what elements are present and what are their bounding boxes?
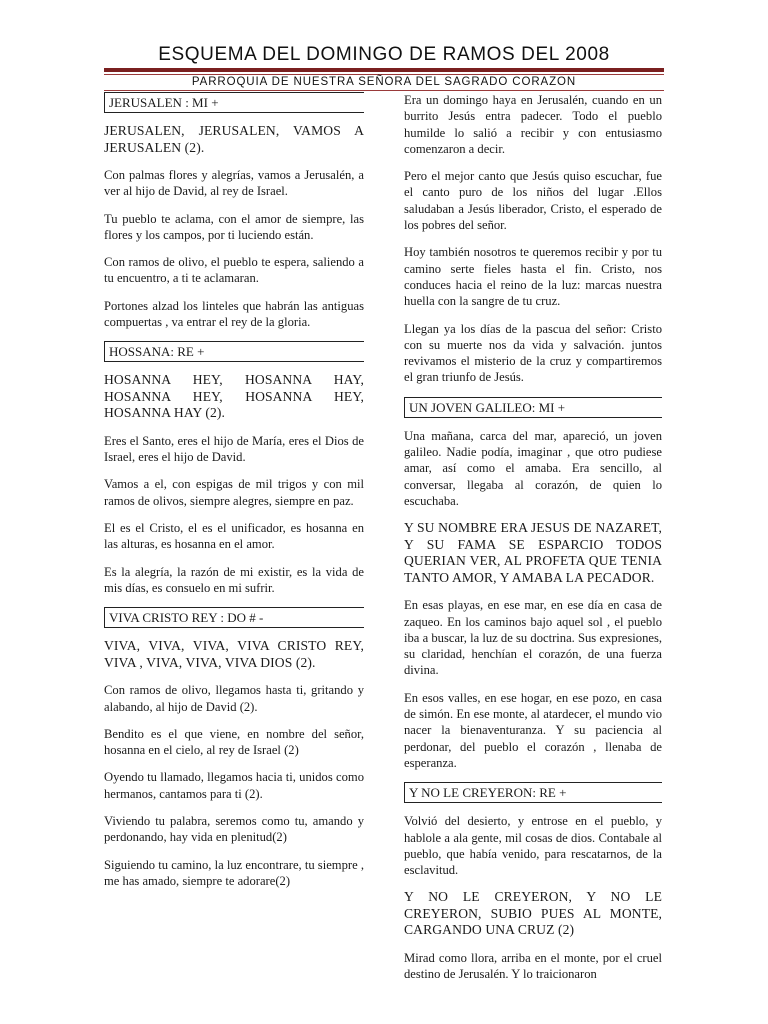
song-verse: Eres el Santo, eres el hijo de María, eres el Dios de Israel, eres el hijo de David. <box>104 433 364 465</box>
song-verse: Pero el mejor canto que Jesús quiso escuchar, fue el canto puro de los niños del lugar .Ellos saludaban a Jesús liberador, Cristo, el esperado de los pobres del señor. <box>404 169 662 233</box>
song-verse: Con palmas flores y alegrías, vamos a Jerusalén, a ver al hijo de David, al rey de Israel. <box>104 168 364 199</box>
song-chorus: JERUSALEN, JERUSALEN, VAMOS A JERUSALEN (2). <box>104 123 364 155</box>
song-label-no-le-creyeron: Y NO LE CREYERON: RE + <box>404 782 662 803</box>
song-chorus: HOSANNA HEY, HOSANNA HAY, HOSANNA HEY, HOSANNA HEY, HOSANNA HAY (2). <box>104 372 364 421</box>
song-verse: Siguiendo tu camino, la luz encontrare, tu siempre , me has amado, siempre te adorare(2) <box>104 857 364 888</box>
song-verse: Hoy también nosotros te queremos recibir y por tu camino serte fieles hasta el fin. Cristo, nos conduces hacia el reino de la luz: marcas nuestra huella con la sangre de tu cruz. <box>404 245 662 309</box>
song-verse: Viviendo tu palabra, seremos como tu, amando y perdonando, hay vida en plenitud(2) <box>104 814 364 845</box>
right-column <box>404 92 662 1024</box>
page-title: ESQUEMA DEL DOMINGO DE RAMOS DEL 2008 <box>158 44 610 65</box>
header-rule-thick <box>104 68 664 72</box>
song-label-jerusalen: JERUSALEN : MI + <box>104 92 364 113</box>
song-chorus: Y SU NOMBRE ERA JESUS DE NAZARET, Y SU FAMA SE ESPARCIO TODOS QUERIAN VER, AL PROFETA QUE TENIA TANTO AMOR, Y AMABA LA PECADOR. <box>404 520 662 585</box>
song-verse: Mirad como llora, arriba en el monte, por el cruel destino de Jerusalén. Y lo traicionaron <box>404 950 662 982</box>
song-verse: Portones alzad los linteles que habrán las antiguas compuertas , va entrar el rey de la gloria. <box>104 298 364 330</box>
song-verse: Con ramos de olivo, el pueblo te espera, saliendo a tu encuentro, a ti te aclamaran. <box>104 255 364 286</box>
song-verse: Bendito es el que viene, en nombre del señor, hosanna en el cielo, al rey de Israel (2) <box>104 726 364 758</box>
song-verse: Oyendo tu llamado, llegamos hacia ti, unidos como hermanos, cantamos para ti (2). <box>104 770 364 801</box>
header-rule-thin <box>104 74 664 75</box>
song-verse: Vamos a el, con espigas de mil trigos y con mil ramos de olivos, siempre alegres, siempre en paz. <box>104 477 364 508</box>
parish-subtitle: PARROQUIA DE NUESTRA SEÑORA DEL SAGRADO CORAZON <box>191 76 577 88</box>
song-chorus: VIVA, VIVA, VIVA, VIVA CRISTO REY, VIVA , VIVA, VIVA, VIVA DIOS (2). <box>104 638 364 670</box>
subtitle-rule <box>104 90 664 91</box>
song-label-viva-cristo-rey: VIVA CRISTO REY : DO # - <box>104 607 364 628</box>
song-verse: En esas playas, en ese mar, en ese día en casa de zaqueo. En los caminos bajo aquel sol , el pueblo iba a buscar, la luz de su doctrina. Sus expresiones, su claridad, henchían el corazón, de una fuerza divina. <box>404 598 662 678</box>
song-verse: El es el Cristo, el es el unificador, es hosanna en las alturas, es hosanna en el amor. <box>104 521 364 552</box>
song-verse: Llegan ya los días de la pascua del señor: Cristo con su muerte nos da vida y salvación. juntos revivamos el misterio de la cruz y compartiremos el gran triunfo de Jesús. <box>404 321 662 385</box>
song-verse: En esos valles, en ese hogar, en ese pozo, en casa de simón. En ese monte, al atardecer, el mundo vio nacer la bienaventuranza. Y su paciencia al perdonar, del pueblo el corazón , llenaba de esperanza. <box>404 690 662 770</box>
song-verse: Con ramos de olivo, llegamos hasta ti, gritando y alabando, al hijo de David (2). <box>104 683 364 714</box>
song-verse: Tu pueblo te aclama, con el amor de siempre, las flores y los campos, por ti luciendo están. <box>104 211 364 242</box>
left-column <box>104 92 364 1024</box>
song-label-joven-galileo: UN JOVEN GALILEO: MI + <box>404 397 662 418</box>
song-verse: Es la alegría, la razón de mi existir, es la vida de mis días, es consuelo en mi sufrir. <box>104 564 364 595</box>
song-chorus: Y NO LE CREYERON, Y NO LE CREYERON, SUBIO PUES AL MONTE, CARGANDO UNA CRUZ (2) <box>404 889 662 938</box>
song-verse: Una mañana, carca del mar, apareció, un joven galileo. Nadie podía, imaginar , que otro pudiese amar, así como el amaba. Era sencillo, al conversar, llegaba al corazón, de quien lo escuchaba. <box>404 428 662 508</box>
song-label-hossana: HOSSANA: RE + <box>104 341 364 362</box>
song-verse: Era un domingo haya en Jerusalén, cuando en un burrito Jesús entra padecer. Todo el pueblo humilde lo salió a recibir y con entusiasmo comenzaron a decir. <box>404 93 662 156</box>
song-verse: Volvió del desierto, y entrose en el pueblo, y hablole a ala gente, mil cosas de dios. Contabale al pueblo, que había venido, para rescatarnos, de la esclavitud. <box>404 814 662 878</box>
